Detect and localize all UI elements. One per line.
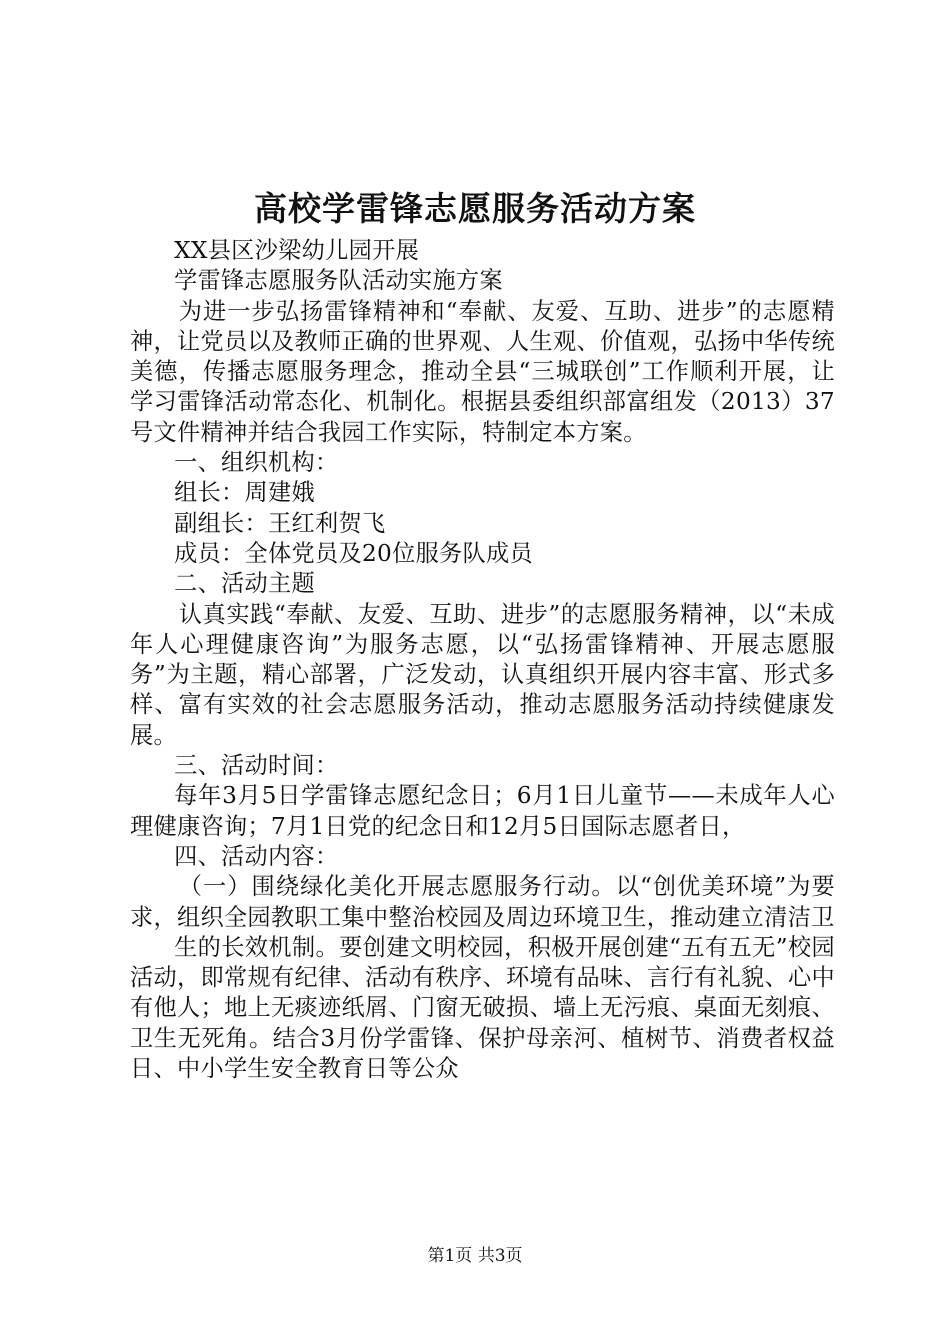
section-heading-3: 三、活动时间： bbox=[174, 752, 339, 780]
paragraph-members: 成员：全体党员及20位服务队成员 bbox=[174, 539, 534, 567]
paragraph-subtitle: 学雷锋志愿服务队活动实施方案 bbox=[174, 267, 503, 295]
paragraph-time: 每年3月5日学雷锋志愿纪念日；6月1日儿童节——未成年人心理健康咨询；7月1日党的纪念日和12月5日国际志愿者日， bbox=[130, 782, 835, 840]
document-body bbox=[130, 236, 835, 1084]
section-heading-1: 一、组织机构： bbox=[174, 449, 339, 477]
paragraph-content-1: （一）围绕绿化美化开展志愿服务行动。以“创优美环境”为要求，组织全园教职工集中整治校园及周边环境卫生，推动建立清洁卫 bbox=[130, 873, 835, 931]
paragraph-intro: 为进一步弘扬雷锋精神和“奉献、友爱、互助、进步”的志愿精神，让党员以及教师正确的世界观、人生观、价值观，弘扬中华传统美德，传播志愿服务理念，推动全县“三城联创”工作顺利开展，让学习雷锋活动常态化、机制化。根据县委组织部富组发（2013）37号文件精神并结合我园工作实际，特制定本方案。 bbox=[130, 297, 835, 446]
paragraph-leader: 组长：周建娥 bbox=[174, 479, 316, 507]
section-heading-4: 四、活动内容： bbox=[174, 842, 339, 870]
paragraph-org: XX县区沙梁幼儿园开展 bbox=[174, 237, 420, 264]
paragraph-theme: 认真实践“奉献、友爱、互助、进步”的志愿服务精神，以“未成年人心理健康咨询”为服务志愿，以“弘扬雷锋精神、开展志愿服务”为主题，精心部署，广泛发动，认真组织开展内容丰富、形式多样、富有实效的社会志愿服务活动，推动志愿服务活动持续健康发展。 bbox=[130, 600, 835, 749]
paragraph-deputy: 副组长：王红利贺飞 bbox=[174, 509, 386, 537]
section-heading-2: 二、活动主题 bbox=[174, 570, 316, 598]
page-footer: 第1页 共3页 bbox=[427, 1246, 523, 1266]
paragraph-content-2: 生的长效机制。要创建文明校园，积极开展创建“五有五无”校园活动，即常规有纪律、活动有秩序、环境有品味、言行有礼貌、心中有他人；地上无痰迹纸屑、门窗无破损、墙上无污痕、桌面无刻痕、卫生无死角。结合3月份学雷锋、保护母亲河、植树节、消费者权益日、中小学生安全教育日等公众 bbox=[130, 933, 835, 1083]
document-title: 高校学雷锋志愿服务活动方案 bbox=[254, 189, 696, 228]
